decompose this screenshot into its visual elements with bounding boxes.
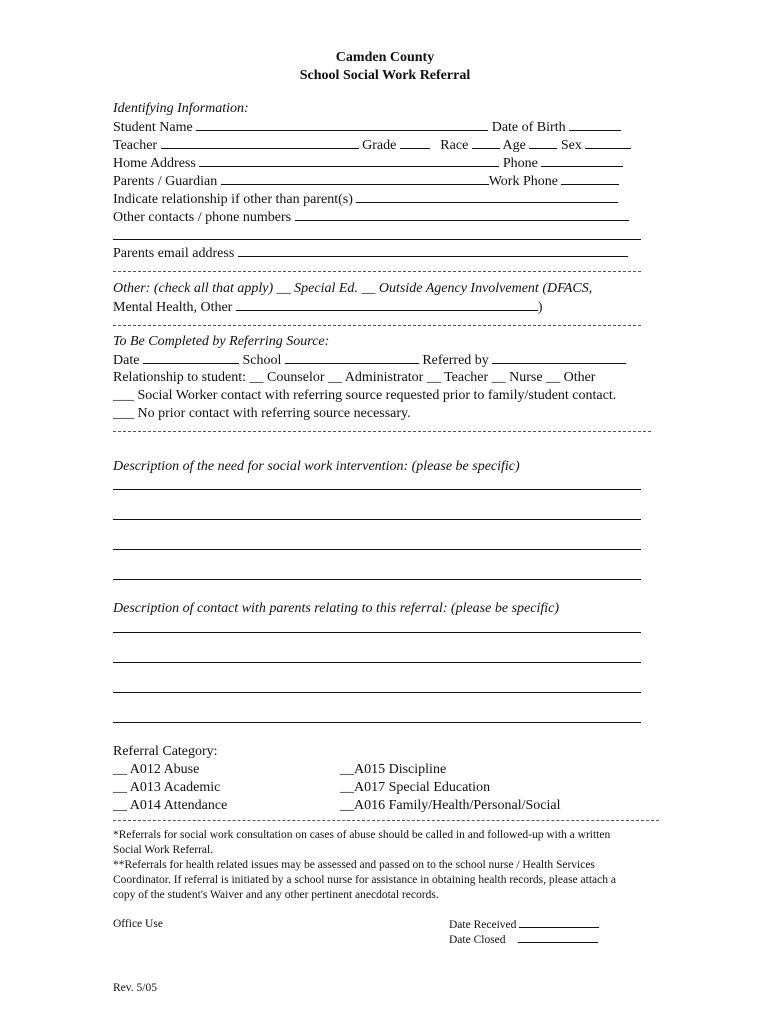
mental-health-row — [113, 298, 543, 317]
teacher-field[interactable] — [161, 136, 359, 149]
category-a012[interactable]: __ A012 Abuse — [113, 762, 200, 777]
health-note-cont: Coordinator. If referral is initiated by a school nurse for assistance in obtaining health records, please attach a — [113, 874, 616, 886]
date-closed-label: Date Closed — [449, 934, 506, 946]
other-contacts-label: Other contacts / phone numbers — [113, 210, 292, 225]
race-field[interactable] — [472, 136, 500, 149]
category-a017[interactable]: __A017 Special Education — [340, 780, 491, 795]
other-row — [113, 280, 592, 298]
phone-label: Phone — [502, 156, 538, 171]
need-line[interactable] — [113, 489, 641, 490]
sex-label: Sex — [560, 138, 582, 153]
abuse-note: *Referrals for social work consultation on cases of abuse should be called in and followed-up with a written — [113, 829, 611, 841]
other-contacts-field[interactable] — [295, 208, 629, 221]
relationship-options: Relationship to student: __ Counselor __ Administrator __ Teacher __ Nurse __ Other — [113, 370, 596, 385]
divider — [113, 325, 641, 326]
work-phone-label: Work Phone — [488, 174, 558, 189]
date-received-row — [449, 917, 599, 933]
address-row — [113, 154, 623, 173]
category-a016[interactable]: __A016 Family/Health/Personal/Social — [340, 798, 561, 813]
need-heading: Description of the need for social work intervention: (please be specific) — [113, 459, 520, 474]
abuse-note-cont: Social Work Referral. — [113, 844, 214, 856]
divider — [113, 431, 651, 432]
parents-contact-line[interactable] — [113, 692, 641, 693]
home-address-field[interactable] — [199, 154, 499, 167]
contact-requested-option: ___ Social Worker contact with referring source requested prior to family/student contact. — [113, 388, 617, 403]
teacher-row — [113, 136, 631, 155]
other-contacts-line-2[interactable] — [113, 239, 641, 240]
need-line[interactable] — [113, 519, 641, 520]
divider — [113, 271, 641, 272]
form-title: School Social Work Referral — [299, 68, 471, 83]
category-a014[interactable]: __ A014 Attendance — [113, 798, 228, 813]
dob-label: Date of Birth — [491, 120, 566, 135]
divider — [113, 820, 659, 821]
relationship-field[interactable] — [356, 190, 618, 203]
category-a015[interactable]: __A015 Discipline — [340, 762, 447, 777]
parents-contact-line[interactable] — [113, 662, 641, 663]
county-title: Camden County — [335, 50, 435, 65]
home-address-label: Home Address — [113, 156, 196, 171]
date-label: Date — [113, 353, 140, 368]
phone-field[interactable] — [541, 154, 623, 167]
revision-label: Rev. 5/05 — [113, 982, 157, 994]
need-line[interactable] — [113, 549, 641, 550]
date-received-label: Date Received — [449, 919, 517, 931]
teacher-label: Teacher — [113, 138, 158, 153]
date-closed-field[interactable] — [518, 932, 598, 943]
category-heading: Referral Category: — [113, 744, 218, 759]
referred-by-label: Referred by — [422, 353, 489, 368]
student-name-field[interactable] — [196, 118, 488, 131]
office-use-label: Office Use — [113, 918, 163, 930]
no-contact-option: ___ No prior contact with referring source necessary. — [113, 406, 411, 421]
referred-by-field[interactable] — [492, 351, 626, 364]
parents-contact-heading: Description of contact with parents relating to this referral: (please be specific) — [113, 601, 559, 616]
student-name-label: Student Name — [113, 120, 193, 135]
parents-field[interactable] — [221, 172, 489, 185]
parents-contact-line[interactable] — [113, 632, 641, 633]
health-note: **Referrals for health related issues may be assessed and passed on to the school nurse / Health Services — [113, 859, 595, 871]
source-heading: To Be Completed by Referring Source: — [113, 334, 330, 349]
relationship-label: Indicate relationship if other than parent(s) — [113, 192, 353, 207]
age-label: Age — [502, 138, 526, 153]
close-paren: ) — [537, 300, 543, 315]
other-contacts-row — [113, 208, 629, 227]
other-agency-field[interactable] — [236, 298, 538, 311]
parents-contact-line[interactable] — [113, 722, 641, 723]
school-field[interactable] — [285, 351, 419, 364]
category-a013[interactable]: __ A013 Academic — [113, 780, 221, 795]
email-row — [113, 244, 628, 263]
parents-label: Parents / Guardian — [113, 174, 218, 189]
date-received-field[interactable] — [519, 917, 599, 928]
other-options: Other: (check all that apply) __ Special Ed. __ Outside Agency Involvement (DFACS, — [113, 281, 593, 296]
date-closed-row — [449, 932, 598, 948]
parents-row — [113, 172, 619, 191]
age-field[interactable] — [529, 136, 557, 149]
need-line[interactable] — [113, 579, 641, 580]
student-name-row — [113, 118, 621, 137]
work-phone-field[interactable] — [561, 172, 619, 185]
health-note-end: copy of the student's Waiver and any other pertinent anecdotal records. — [113, 889, 439, 901]
grade-label: Grade — [362, 138, 397, 153]
relationship-row — [113, 190, 618, 209]
school-label: School — [242, 353, 282, 368]
sex-field[interactable] — [585, 136, 631, 149]
race-label: Race — [440, 138, 469, 153]
identifying-heading: Identifying Information: — [113, 101, 249, 116]
source-row — [113, 351, 626, 370]
grade-field[interactable] — [400, 136, 430, 149]
email-field[interactable] — [238, 244, 628, 257]
mental-health-label: Mental Health, Other — [113, 300, 233, 315]
date-field[interactable] — [143, 351, 239, 364]
email-label: Parents email address — [113, 246, 235, 261]
dob-field[interactable] — [569, 118, 621, 131]
